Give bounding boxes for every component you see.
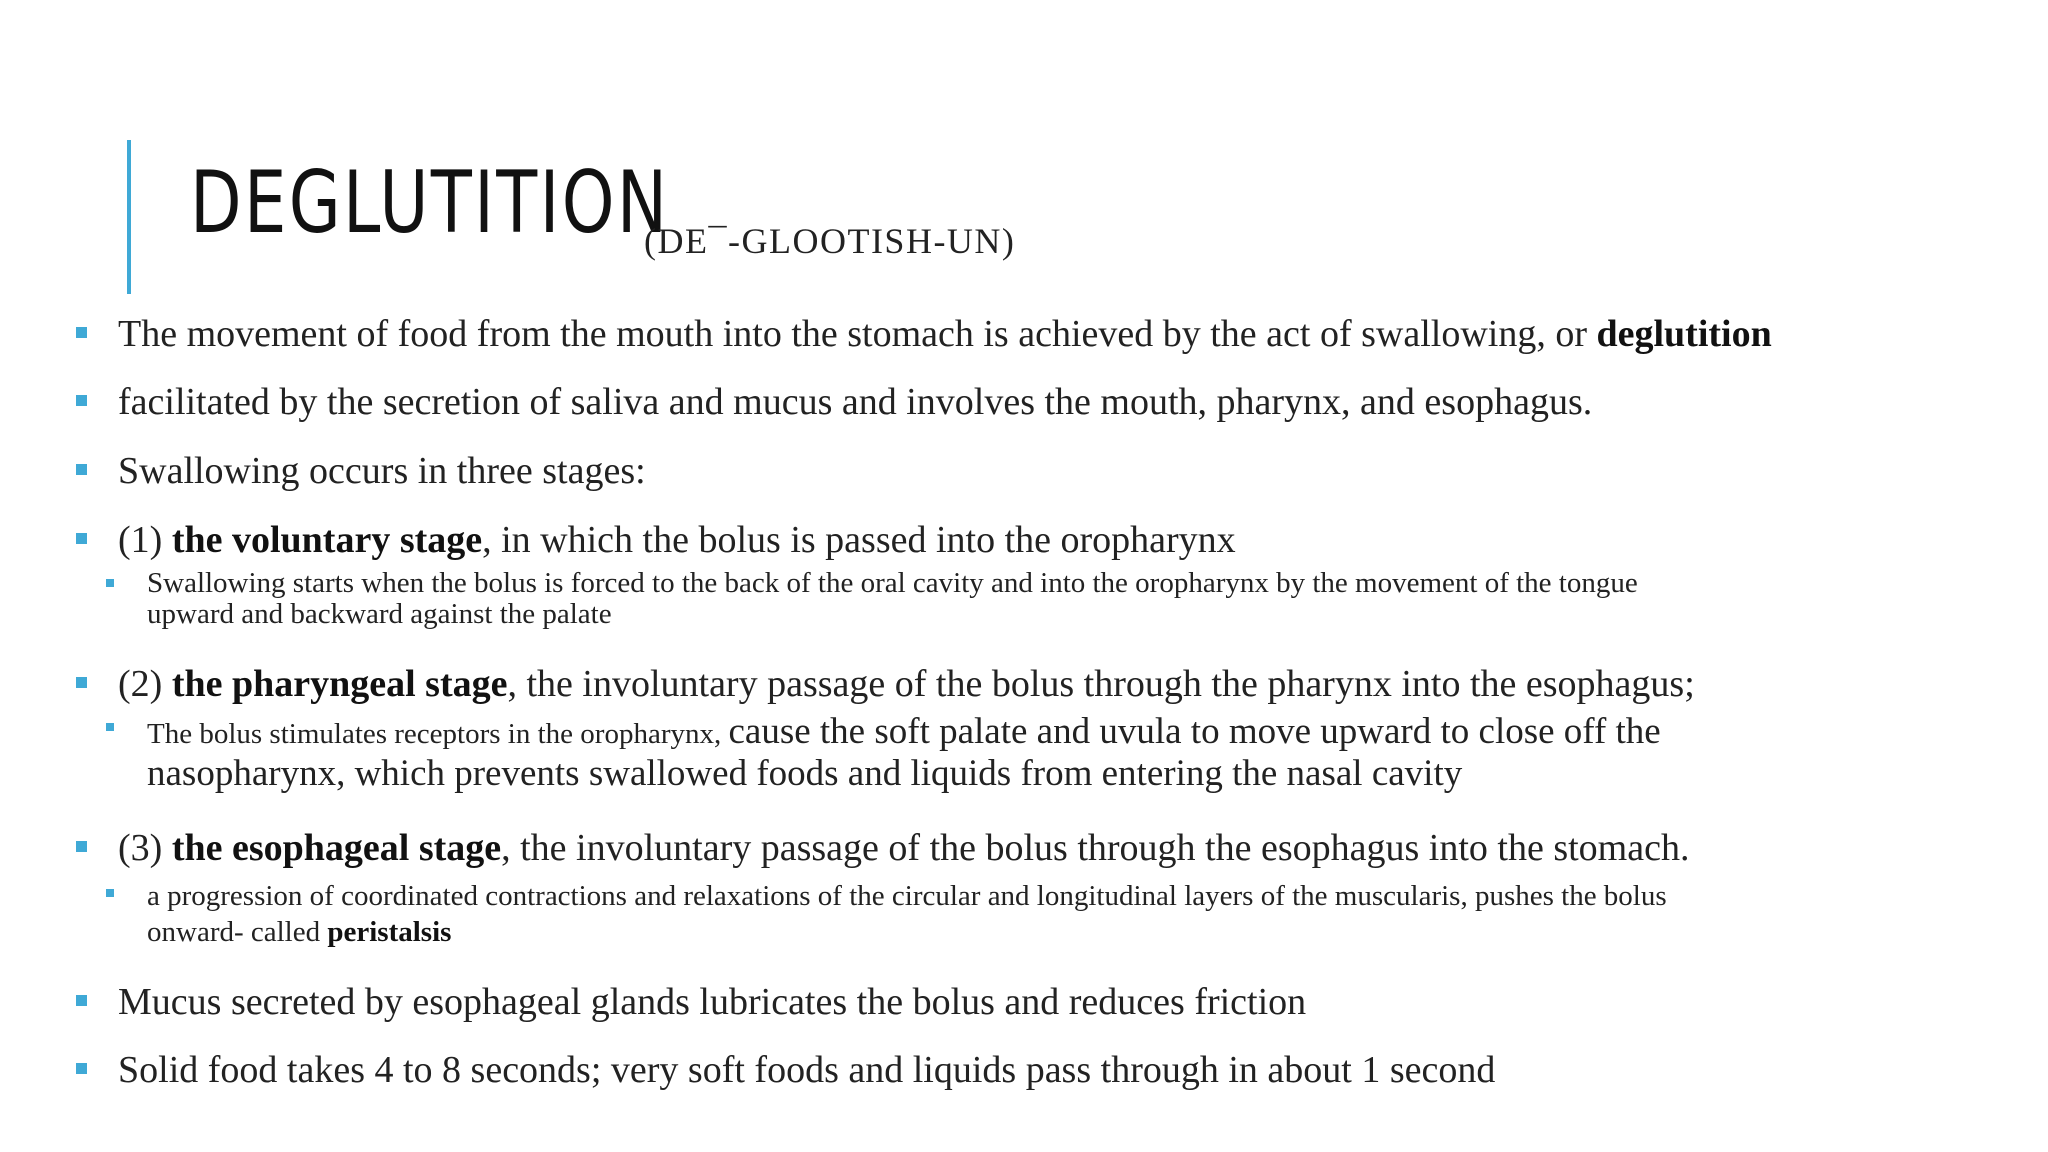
bullet-facilitated: facilitated by the secretion of saliva and mucus and involves the mouth, pharynx, and esophagus. [118, 381, 1593, 423]
bullet-voluntary-stage: (1) the voluntary stage, in which the bolus is passed into the oropharynx [118, 519, 1236, 561]
term-esophageal-stage: the esophageal stage [171, 827, 502, 869]
slide-title: DEGLUTITION [190, 153, 670, 253]
bullet-three-stages: Swallowing occurs in three stages: [118, 450, 646, 492]
bullet-deglutition-definition: The movement of food from the mouth into the stomach is achieved by the act of swallowing, or deglutition [118, 313, 1772, 355]
sub-bullet-pharyngeal: The bolus stimulates receptors in the oropharynx, cause the soft palate and uvula to move upward to close off the nasopharynx, which prevents swallowed foods and liquids from entering the nasal cavity [147, 711, 1661, 794]
term-pharyngeal-stage: the pharyngeal stage [171, 663, 508, 705]
bullet-solid-food: Solid food takes 4 to 8 seconds; very soft foods and liquids pass through in about 1 second [118, 1049, 1496, 1091]
bullet-esophageal-stage: (3) the esophageal stage, the involuntary passage of the bolus through the esophagus into the stomach. [118, 827, 1690, 869]
bullet-pharyngeal-stage: (2) the pharyngeal stage, the involuntary passage of the bolus through the pharynx into the esophagus; [118, 663, 1695, 705]
term-voluntary-stage: the voluntary stage [171, 519, 483, 561]
title-block [190, 153, 1016, 261]
term-deglutition: deglutition [1596, 313, 1772, 355]
bullet-mucus: Mucus secreted by esophageal glands lubricates the bolus and reduces friction [118, 981, 1307, 1023]
title-accent-bar [127, 140, 131, 294]
term-peristalsis: peristalsis [327, 916, 452, 948]
pronunciation: (DE¯-GLOOTISH-UN) [644, 221, 1016, 261]
sub-bullet-voluntary: Swallowing starts when the bolus is forced to the back of the oral cavity and into the oropharynx by the movement of the tongue upward and backward against the palate [147, 567, 1638, 630]
sub-bullet-esophageal: a progression of coordinated contractions and relaxations of the circular and longitudinal layers of the muscularis, pushes the bolus onward- called peristalsis [147, 880, 1667, 948]
